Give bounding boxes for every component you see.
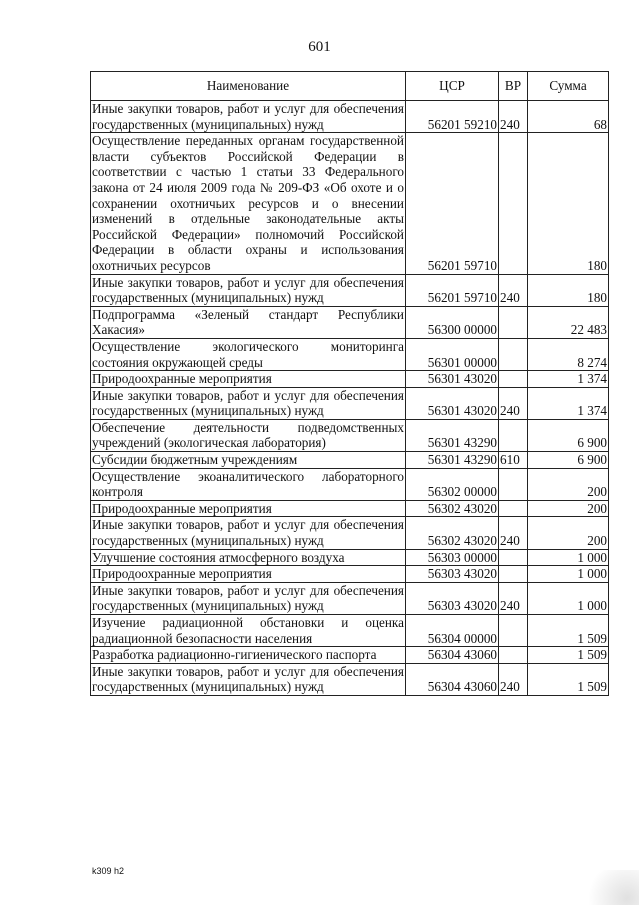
row-sum-cell: 1 000: [528, 582, 609, 614]
row-name-cell: Природоохранные мероприятия: [91, 566, 406, 583]
row-sum-cell: 1 509: [528, 615, 609, 647]
row-vr-cell: [499, 419, 528, 451]
row-name-cell: Осуществление экоаналитического лабораторного контроля: [92, 468, 404, 500]
row-name-cell: Иные закупки товаров, работ и услуг для обеспечения государственных (муниципальных) нужд: [92, 517, 404, 549]
table-row: [91, 549, 609, 566]
table-row: [91, 101, 609, 133]
row-name-cell: Субсидии бюджетным учреждениям: [91, 452, 406, 469]
row-vr-cell: [499, 647, 528, 664]
row-name-cell: Природоохранные мероприятия: [91, 371, 406, 388]
table-row: [91, 338, 609, 370]
row-sum-cell: 68: [528, 101, 609, 133]
table-row: [91, 419, 609, 451]
row-vr-cell: 240: [499, 387, 528, 419]
row-csr-cell: 56301 43290: [406, 419, 499, 451]
row-sum-cell: 200: [528, 500, 609, 517]
row-csr-cell: 56301 43290: [406, 452, 499, 469]
table-row: [91, 306, 609, 338]
row-csr-cell: 56303 43020: [406, 582, 499, 614]
table-row: [91, 582, 609, 614]
row-vr-cell: 240: [499, 663, 528, 695]
page-number: 601: [308, 39, 331, 55]
row-name-cell: Природоохранные мероприятия: [91, 500, 406, 517]
row-csr-cell: 56302 00000: [406, 468, 499, 500]
row-name-cell: Иные закупки товаров, работ и услуг для обеспечения государственных (муниципальных) нужд: [92, 582, 404, 614]
row-sum-cell: 180: [528, 274, 609, 306]
row-vr-cell: [499, 371, 528, 388]
footer-code: k309 h2: [92, 866, 125, 876]
row-sum-cell: 1 509: [528, 647, 609, 664]
row-sum-cell: 8 274: [528, 338, 609, 370]
table-row: [91, 647, 609, 664]
table-row: [91, 133, 609, 274]
row-name-cell: Улучшение состояния атмосферного воздуха: [91, 549, 406, 566]
row-name-cell: Разработка радиационно-гигиенического паспорта: [91, 647, 406, 664]
row-vr-cell: [499, 615, 528, 647]
table-row: [91, 274, 609, 306]
row-vr-cell: [499, 306, 528, 338]
row-vr-cell: 240: [499, 101, 528, 133]
table-header-row: [91, 72, 609, 101]
row-vr-cell: 240: [499, 517, 528, 549]
row-name-cell: Иные закупки товаров, работ и услуг для обеспечения государственных (муниципальных) нужд: [92, 387, 404, 419]
table-row: [91, 371, 609, 388]
row-name-cell: Осуществление экологического мониторинга состояния окружающей среды: [92, 338, 404, 370]
row-vr-cell: 240: [499, 582, 528, 614]
row-sum-cell: 6 900: [528, 419, 609, 451]
row-csr-cell: 56301 00000: [406, 338, 499, 370]
row-csr-cell: 56302 43020: [406, 517, 499, 549]
table-row: [91, 517, 609, 549]
row-name-cell: Иные закупки товаров, работ и услуг для обеспечения государственных (муниципальных) нужд: [92, 101, 404, 132]
table-row: [91, 615, 609, 647]
row-csr-cell: 56201 59710: [406, 133, 499, 274]
row-csr-cell: 56301 43020: [406, 387, 499, 419]
header-csr: ЦСР: [406, 72, 499, 101]
table-row: [91, 468, 609, 500]
row-csr-cell: 56201 59210: [406, 101, 499, 133]
row-sum-cell: 1 374: [528, 387, 609, 419]
row-sum-cell: 200: [528, 468, 609, 500]
row-vr-cell: [499, 500, 528, 517]
header-name: Наименование: [91, 72, 406, 101]
row-vr-cell: [499, 549, 528, 566]
row-name-cell: Обеспечение деятельности подведомственных учреждений (экологическая лаборатория): [92, 419, 404, 451]
row-csr-cell: 56304 43060: [406, 663, 499, 695]
row-name-cell: Иные закупки товаров, работ и услуг для обеспечения государственных (муниципальных) нужд: [92, 274, 404, 306]
row-sum-cell: 200: [528, 517, 609, 549]
row-vr-cell: [499, 133, 528, 274]
table-row: [91, 387, 609, 419]
row-csr-cell: 56304 43060: [406, 647, 499, 664]
row-name-cell: Осуществление переданных органам государственной власти субъектов Российской Федерации в соответствии с частью 1 статьи 33 Федерального закона от 24 июля 2009 года № 209-ФЗ «Об охоте и о сохранении охотничьих ресурсов и о внесении изменений в отдельные законодательные акты Российской Федерации» полномочий Российской Федерации в области охраны и использования охотничьих ресурсов: [92, 133, 404, 273]
table-body: [91, 101, 609, 696]
row-sum-cell: 22 483: [528, 306, 609, 338]
row-sum-cell: 180: [528, 133, 609, 274]
scan-artifact: [579, 870, 639, 905]
row-sum-cell: 1 000: [528, 549, 609, 566]
row-vr-cell: 240: [499, 274, 528, 306]
row-sum-cell: 1 000: [528, 566, 609, 583]
row-csr-cell: 56300 00000: [406, 306, 499, 338]
row-csr-cell: 56301 43020: [406, 371, 499, 388]
row-csr-cell: 56201 59710: [406, 274, 499, 306]
row-csr-cell: 56303 00000: [406, 549, 499, 566]
row-name-cell: Иные закупки товаров, работ и услуг для обеспечения государственных (муниципальных) нужд: [92, 663, 404, 695]
row-csr-cell: 56304 00000: [406, 615, 499, 647]
header-vr: ВР: [499, 72, 528, 101]
row-vr-cell: [499, 338, 528, 370]
table-row: [91, 663, 609, 695]
row-name-cell: Подпрограмма «Зеленый стандарт Республики Хакасия»: [92, 306, 404, 338]
row-sum-cell: 1 509: [528, 663, 609, 695]
table-row: [91, 452, 609, 469]
table-row: [91, 566, 609, 583]
row-vr-cell: 610: [499, 452, 528, 469]
row-sum-cell: 1 374: [528, 371, 609, 388]
row-sum-cell: 6 900: [528, 452, 609, 469]
row-name-cell: Изучение радиационной обстановки и оценка радиационной безопасности населения: [92, 615, 404, 646]
table-row: [91, 500, 609, 517]
row-vr-cell: [499, 468, 528, 500]
row-vr-cell: [499, 566, 528, 583]
row-csr-cell: 56302 43020: [406, 500, 499, 517]
row-csr-cell: 56303 43020: [406, 566, 499, 583]
budget-table: [90, 71, 609, 696]
header-sum: Сумма: [528, 72, 609, 101]
